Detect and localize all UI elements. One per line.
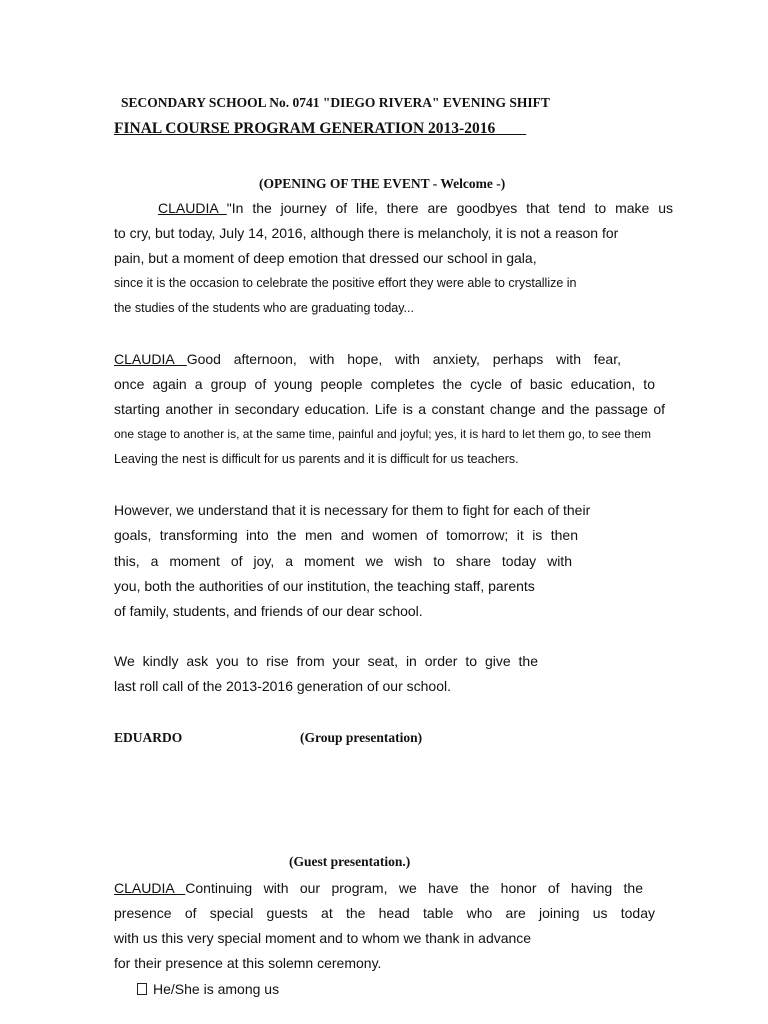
opening-line-3: pain, but a moment of deep emotion that dressed our school in gala, [114,250,537,266]
speaker-claudia: CLAUDIA [114,880,186,896]
welcome-line-2: once again a group of young people completes the cycle of basic education, to [114,376,655,392]
guests-line-1: CLAUDIA Continuing with our program, we have the honor of having the [114,880,643,896]
welcome-line-4: one stage to another is, at the same time, painful and joyful; yes, it is hard to let them go, to see them [114,427,651,441]
however-line-4: you, both the authorities of our institution, the teaching staff, parents [114,578,535,594]
program-title-text: FINAL COURSE PROGRAM GENERATION 2013-2016 [114,120,496,137]
eduardo-speaker: EDUARDO [114,730,183,745]
group-presentation-note: (Group presentation) [300,730,423,745]
bullet-box-icon [137,983,147,995]
school-name: SECONDARY SCHOOL No. 0741 "DIEGO RIVERA" EVENING SHIFT [121,95,550,110]
rise-line-1: We kindly ask you to rise from your seat, in order to give the [114,653,538,669]
opening-heading: (OPENING OF THE EVENT - Welcome -) [259,176,506,191]
guests-line-3: with us this very special moment and to whom we thank in advance [114,930,532,946]
welcome-line-5: Leaving the nest is difficult for us parents and it is difficult for us teachers. [114,452,519,466]
however-line-3: this, a moment of joy, a moment we wish to share today with [114,553,572,569]
welcome-line-3: starting another in secondary education. Life is a constant change and the passage of [114,401,665,417]
rise-line-2: last roll call of the 2013-2016 generation of our school. [114,678,451,694]
welcome-line-1: CLAUDIA Good afternoon, with hope, with anxiety, perhaps with fear, [114,351,621,367]
guest-heading: (Guest presentation.) [289,854,411,869]
opening-line-2: to cry, but today, July 14, 2016, although there is melancholy, it is not a reason for [114,225,619,241]
guests-line-4: for their presence at this solemn ceremony. [114,955,382,971]
speaker-claudia: CLAUDIA [114,351,187,367]
however-line-2: goals, transforming into the men and women of tomorrow; it is then [114,527,578,543]
however-line-5: of family, students, and friends of our dear school. [114,603,423,619]
title-trailing-underline [495,120,557,138]
speaker-claudia: CLAUDIA [158,200,227,216]
guests-line-2: presence of special guests at the head table who are joining us today [114,905,655,921]
however-line-1: However, we understand that it is necessary for them to fight for each of their [114,502,591,518]
program-title [114,120,557,138]
opening-line-5: the studies of the students who are graduating today... [114,301,414,315]
opening-line-4: since it is the occasion to celebrate the positive effort they were able to crystallize in [114,276,577,290]
bullet-item: He/She is among us [137,980,279,998]
opening-line-1: CLAUDIA "In the journey of life, there are goodbyes that tend to make us [158,200,673,216]
